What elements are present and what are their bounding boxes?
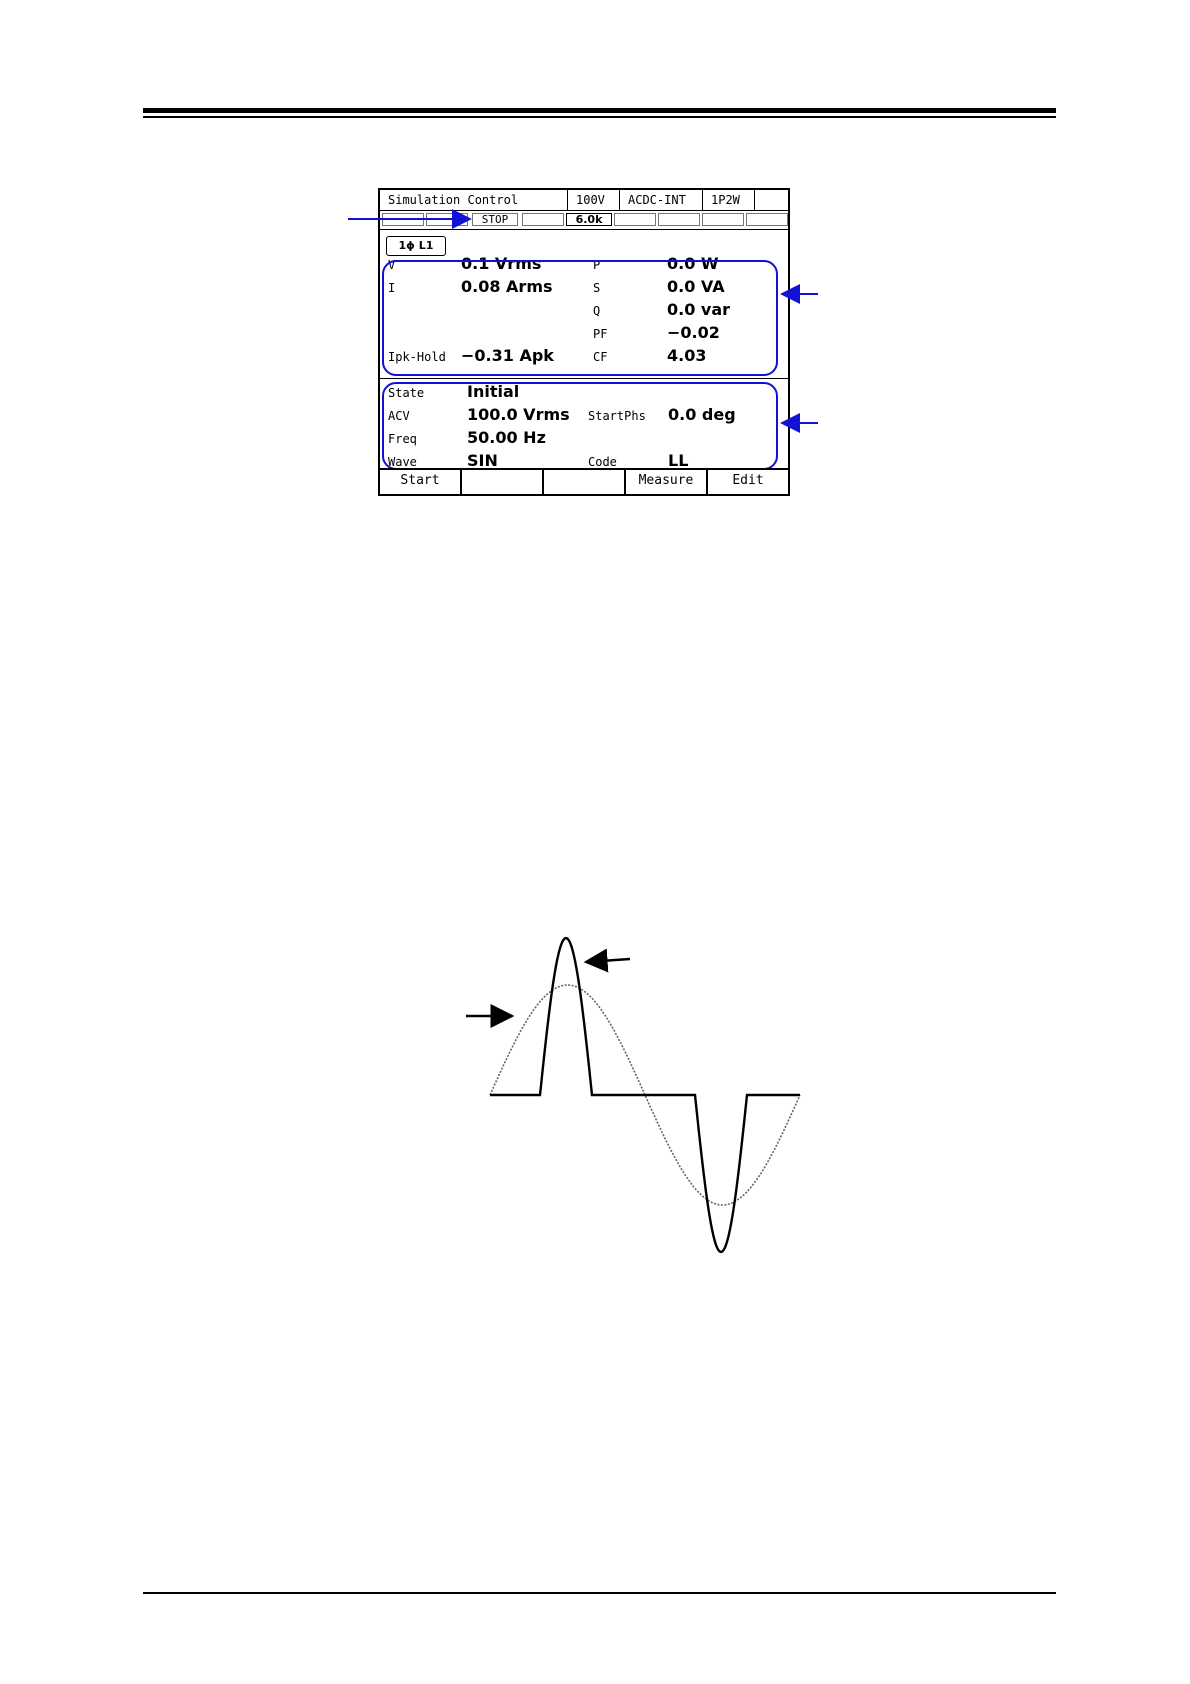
- q-label: Q: [593, 304, 601, 318]
- header-range: 100V: [568, 190, 620, 210]
- wave-value[interactable]: SIN: [467, 451, 498, 470]
- acv-label: ACV: [388, 409, 410, 423]
- startphs-value[interactable]: 0.0 deg: [668, 405, 736, 424]
- phase-tab[interactable]: 1ϕ L1: [386, 236, 446, 256]
- p-label: P: [593, 258, 601, 272]
- cf-value: 4.03: [667, 346, 707, 365]
- s-label: S: [593, 281, 601, 295]
- waveform-figure: [466, 938, 800, 1252]
- v-value: 0.1 Vrms: [461, 254, 542, 273]
- cf-label: CF: [593, 350, 608, 364]
- state-value: Initial: [467, 382, 520, 401]
- sample-rate-indicator: 6.0k: [566, 213, 612, 226]
- pf-value: −0.02: [667, 323, 720, 342]
- state-label: State: [388, 386, 425, 400]
- ipk-value: −0.31 Apk: [461, 346, 554, 365]
- acv-value[interactable]: 100.0 Vrms: [467, 405, 570, 424]
- fkey-measure[interactable]: Measure: [626, 470, 708, 494]
- ipk-label: Ipk-Hold: [388, 350, 446, 364]
- pf-label: PF: [593, 327, 608, 341]
- p-value: 0.0 W: [667, 254, 719, 273]
- s-value: 0.0 VA: [667, 277, 725, 296]
- peak-arrow: [586, 959, 630, 962]
- crest-factor-current-wave: [490, 938, 800, 1252]
- run-state-indicator: STOP: [472, 213, 518, 226]
- freq-value[interactable]: 50.00 Hz: [467, 428, 546, 447]
- header-mode: ACDC-INT: [620, 190, 703, 210]
- freq-label: Freq: [388, 432, 417, 446]
- startphs-label: StartPhs: [588, 409, 646, 423]
- i-label: I: [388, 281, 396, 295]
- code-value[interactable]: LL: [668, 451, 689, 470]
- fkey-edit[interactable]: Edit: [732, 473, 764, 488]
- code-label: Code: [588, 455, 617, 469]
- q-value: 0.0 var: [667, 300, 731, 319]
- i-value: 0.08 Arms: [461, 277, 553, 296]
- wave-label: Wave: [388, 455, 417, 469]
- header-title: Simulation Control: [380, 190, 568, 210]
- header-wiring: 1P2W: [703, 190, 755, 210]
- v-label: V: [388, 258, 396, 272]
- fkey-start[interactable]: Start: [380, 470, 462, 494]
